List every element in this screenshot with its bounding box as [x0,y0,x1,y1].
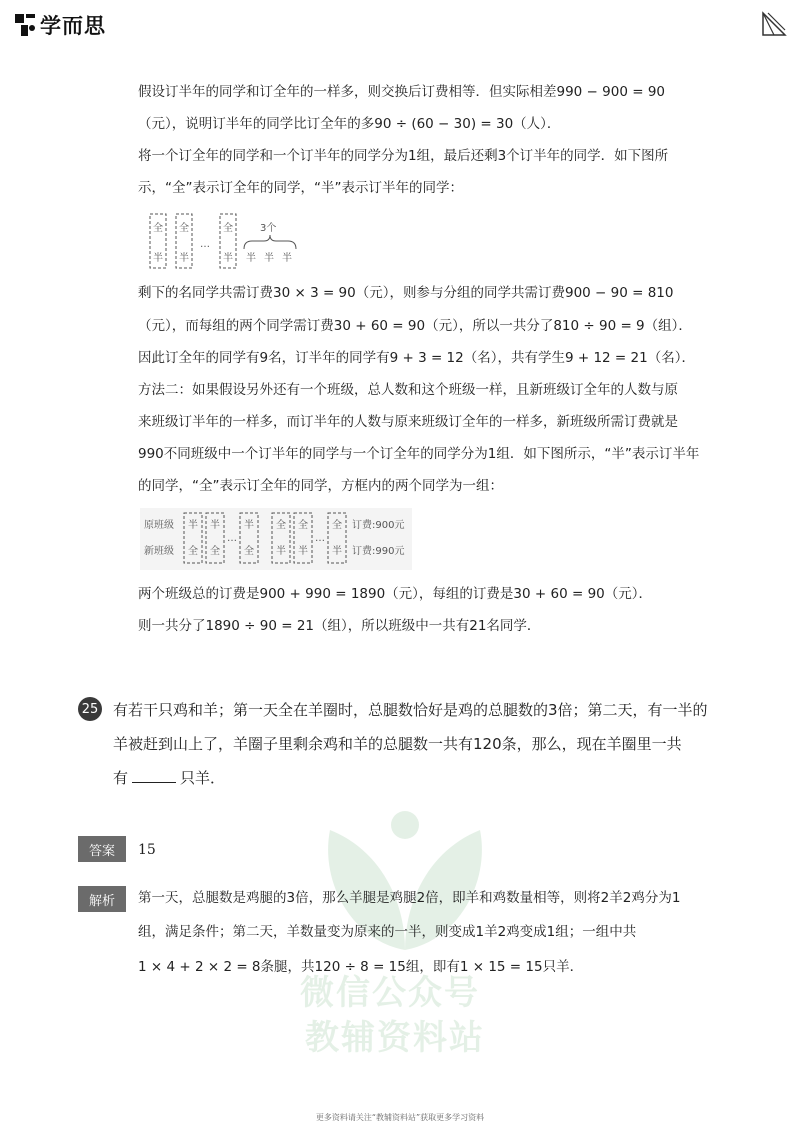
diagram2-cell: 全 [210,546,220,557]
diagram2-cell: 全 [244,546,254,557]
grouping-diagram-2 [140,508,412,570]
brand-logo [14,10,106,40]
diagram2-cell: 半 [188,520,198,531]
solution-line: 因此订全年的同学有9名，订半年的同学有9 + 3 = 12（名），共有学生9 + 12 = 21（名）． [138,350,695,366]
diagram2-cell: 半 [210,520,220,531]
diagram1-top-label: 全 [223,223,233,234]
diagram1-dots: … [200,239,210,250]
diagram2-row2-fee: 订费:990元 [352,546,405,557]
watermark-text-2: 教辅资料站 [305,1018,485,1058]
diagram2-cell: 全 [298,520,308,531]
question-line-3 [113,767,225,789]
footer-note: 更多资料请关注“教辅资料站”获取更多学习资料 [315,1113,485,1122]
diagram2-cell: 半 [298,546,308,557]
diagram2-dots: … [227,533,237,544]
analysis-line: 组，满足条件；第二天，羊数量变为原来的一半，则变成1羊2鸡变成1组；一组中共 [138,924,637,940]
diagram1-top-label: 全 [153,223,163,234]
diagram1-bottom-label: 半 [179,253,189,264]
solution-line: （元），说明订半年的同学比订全年的多90 ÷ (60 − 30) = 30（人）． [138,116,561,132]
watermark-text-1: 微信公众号 [300,973,480,1013]
brand-name: 学而思 [40,14,106,38]
solution-line: （元），而每组的两个同学需订费30 + 60 = 90（元），所以一共分了810 ÷ 90 = 9（组）． [138,318,692,334]
analysis-line: 1 × 4 + 2 × 2 = 8条腿，共120 ÷ 8 = 15组，即有1 × 15 = 15只羊． [138,959,584,975]
solution-line: 将一个订全年的同学和一个订半年的同学分为1组，最后还剩3个订半年的同学．如下图所 [138,148,669,164]
diagram1-bottom-label: 半 [223,253,233,264]
diagram2-cell: 半 [244,520,254,531]
diagram2-cell: 全 [332,520,342,531]
diagram1-bottom-label: 半 [153,253,163,264]
question-line-3-post: 只羊． [180,769,226,787]
question-line-2: 羊被赶到山上了，羊圈子里剩余鸡和羊的总腿数一共有120条，那么，现在羊圈里一共 [113,735,682,753]
analysis-tag: 解析 [78,886,126,912]
brand-mark-icon [14,13,36,37]
diagram2-cell: 全 [276,520,286,531]
diagram2-row1-label: 原班级 [144,520,174,531]
diagram1-rest-label: 半 [246,253,256,264]
solution-line: 990不同班级中一个订半年的同学与一个订全年的同学分为1组．如下图所示，“半”表示订半年 [138,446,700,462]
solution-line: 剩下的名同学共需订费30 × 3 = 90（元），则参与分组的同学共需订费900 − 90 = 810 [138,285,674,301]
solution-line: 来班级订半年的一样多，而订半年的人数与原来班级订全年的一样多，新班级所需订费就是 [138,414,678,430]
answer-value: 15 [138,842,156,858]
solution-line: 则一共分了1890 ÷ 90 = 21（组），所以班级中一共有21名同学． [138,618,541,634]
answer-tag: 答案 [78,836,126,862]
solution-line: 的同学，“全”表示订全年的同学，方框内的两个同学为一组： [138,478,503,494]
solution-line: 示，“全”表示订全年的同学，“半”表示订半年的同学： [138,180,463,196]
diagram1-rest-label: 半 [282,253,292,264]
page-corner-icon [760,10,788,38]
solution-line: 假设订半年的同学和订全年的一样多，则交换后订费相等．但实际相差990 − 900 = 90 [138,84,665,100]
answer-blank [132,768,176,783]
diagram1-rest-label: 半 [264,253,274,264]
diagram2-cell: 半 [276,546,286,557]
question-number-badge: 25 [78,697,102,721]
grouping-diagram-1 [148,211,318,273]
analysis-line: 第一天，总腿数是鸡腿的3倍，那么羊腿是鸡腿2倍，即羊和鸡数量相等，则将2羊2鸡分为1 [138,890,681,906]
solution-line: 两个班级总的订费是900 + 990 = 1890（元），每组的订费是30 + 60 = 90（元）． [138,586,653,602]
question-line-3-pre: 有 [113,769,129,787]
diagram2-row2-label: 新班级 [144,546,174,557]
question-line-1: 有若干只鸡和羊；第一天全在羊圈时，总腿数恰好是鸡的总腿数的3倍；第二天，有一半的 [113,701,708,719]
diagram2-cell: 半 [332,546,342,557]
diagram2-dots: … [315,533,325,544]
diagram2-row1-fee: 订费:900元 [352,520,405,531]
solution-line: 方法二：如果假设另外还有一个班级，总人数和这个班级一样，且新班级订全年的人数与原 [138,382,678,398]
diagram1-count-label: 3个 [260,223,277,234]
diagram2-cell: 全 [188,546,198,557]
diagram1-top-label: 全 [179,223,189,234]
